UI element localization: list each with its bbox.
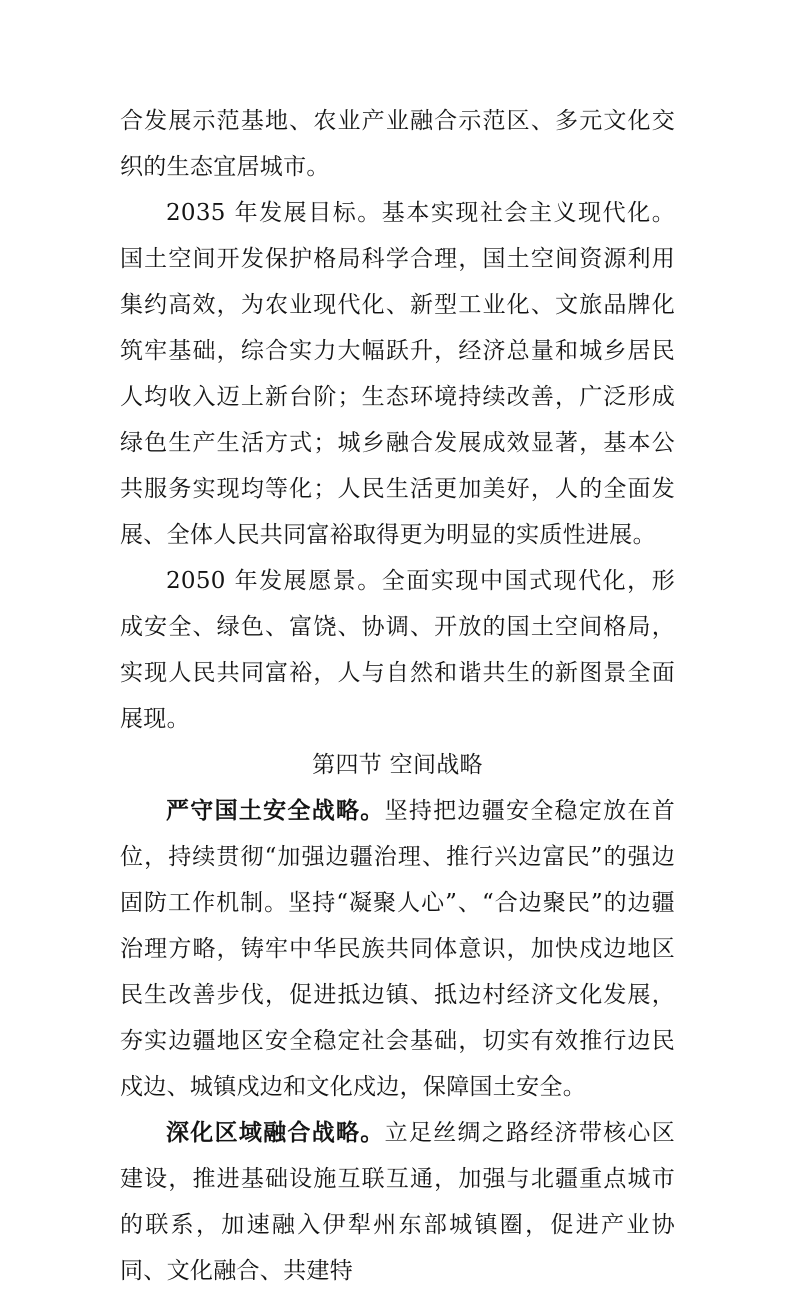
paragraph-2035-goal: 2035 年发展目标。基本实现社会主义现代化。国土空间开发保护格局科学合理，国土空间资源利用集约高效，为农业现代化、新型工业化、文旅品牌化筑牢基础，综合实力大幅跃升，经济总量和城乡居民人均收入迈上新台阶；生态环境持续改善，广泛形成绿色生产生活方式；城乡融合发展成效显著，基本公共服务实现均等化；人民生活更加美好，人的全面发展、全体人民共同富裕取得更为明显的实质性进展。 xyxy=(120,200,675,548)
document-body xyxy=(120,98,675,1294)
strategy-text: 立足丝绸之路经济带核心区建设，推进基础设施互联互通，加强与北疆重点城市的联系，加速融入伊犁州东部城镇圈，促进产业协同、文化融合、共建特 xyxy=(120,1120,675,1284)
strategy-lead: 严守国土安全战略。 xyxy=(166,798,385,824)
strategy-text: 坚持把边疆安全稳定放在首位，持续贯彻“加强边疆治理、推行兴边富民”的强边固防工作机制。坚持“凝聚人心”、“合边聚民”的边疆治理方略，铸牢中华民族共同体意识，加快戍边地区民生改善步伐，促进抵边镇、抵边村经济文化发展，夯实边疆地区安全稳定社会基础，切实有效推行边民戍边、城镇戍边和文化戍边，保障国土安全。 xyxy=(120,798,675,1100)
paragraph-2050-vision: 2050 年发展愿景。全面实现中国式现代化，形成安全、绿色、富饶、协调、开放的国土空间格局，实现人民共同富裕，人与自然和谐共生的新图景全面展现。 xyxy=(120,568,675,732)
paragraph-continuation: 合发展示范基地、农业产业融合示范区、多元文化交织的生态宜居城市。 xyxy=(120,108,675,180)
paragraph-security-strategy xyxy=(120,788,675,1110)
strategy-lead: 深化区域融合战略。 xyxy=(166,1120,385,1146)
paragraph-regional-strategy xyxy=(120,1110,675,1294)
section-title: 第四节 空间战略 xyxy=(312,752,483,778)
